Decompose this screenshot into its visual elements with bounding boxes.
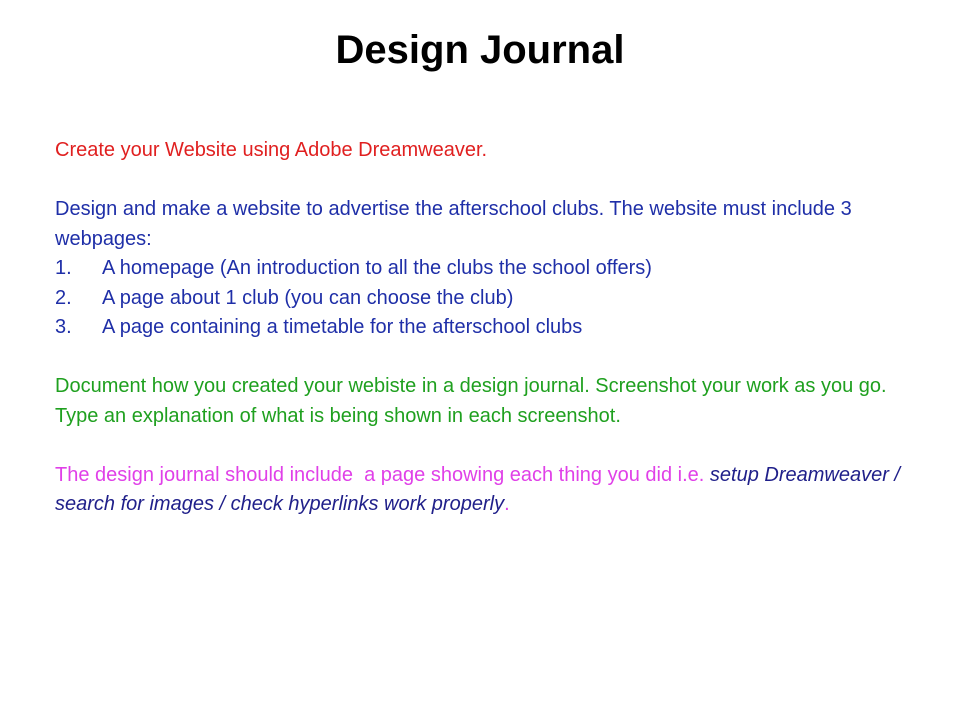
list-item <box>55 254 925 284</box>
spacer <box>55 343 925 373</box>
list-item-text: A page containing a timetable for the afterschool clubs <box>102 316 583 338</box>
slide-title: Design Journal <box>335 28 625 72</box>
documentation-text: Document how you created your webiste in a design journal. Screenshot your work as you go. Type an explanation of what is being shown in each screenshot. <box>55 375 887 427</box>
list-item <box>55 313 925 343</box>
list-number: 2. <box>55 286 72 309</box>
journal-note-examples: setup Dreamweaver / search for images / check hyperlinks work properly <box>55 463 900 515</box>
slide-body <box>55 136 925 520</box>
list-item-text: A page about 1 club (you can choose the club) <box>102 286 514 309</box>
list-number: 3. <box>55 316 72 338</box>
spacer <box>55 431 925 461</box>
journal-note-end: . <box>504 493 510 515</box>
list-number: 1. <box>55 257 72 279</box>
journal-note-lead: The design journal should include a page showing each thing you did i.e. <box>55 463 710 486</box>
intro-text: Create your Website using Adobe Dreamweaver. <box>55 139 488 161</box>
list-item <box>55 284 925 314</box>
journal-note <box>55 461 925 520</box>
spacer <box>55 166 925 196</box>
task-text: Design and make a website to advertise the afterschool clubs. The website must include 3 webpages: <box>55 198 852 250</box>
list-item-text: A homepage (An introduction to all the clubs the school offers) <box>102 257 652 279</box>
requirements-list <box>55 254 925 343</box>
